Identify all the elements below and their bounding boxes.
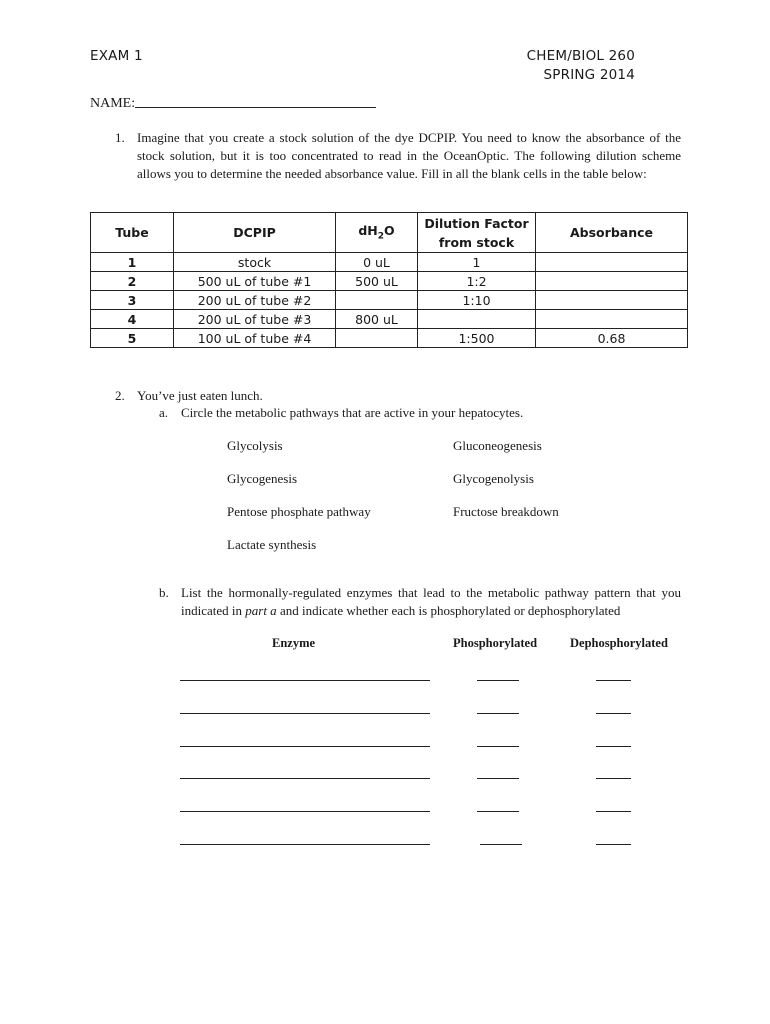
header-dilution-line1: Dilution Factor [424,215,529,231]
cell-dcpip: 100 uL of tube #4 [174,329,336,348]
q2-number: 2. [115,388,125,403]
table-row [91,253,688,272]
enzyme-answer-line[interactable] [180,811,430,812]
header-water-main: dH [358,223,378,239]
cell-tube: 4 [91,310,174,329]
dephos-answer-line[interactable] [596,680,631,681]
dilution-table [90,212,688,348]
cell-dilution[interactable]: 1:500 [418,329,536,348]
phos-answer-line[interactable] [477,680,519,681]
cell-absorbance[interactable]: 0.68 [536,329,688,348]
cell-water[interactable] [336,329,418,348]
q2a-text: Circle the metabolic pathways that are active in your hepatocytes. [181,405,524,420]
phos-answer-line[interactable] [477,713,519,714]
enzyme-header: Enzyme [272,636,316,650]
enzyme-answer-line[interactable] [180,746,430,747]
pathway-fructose-breakdown[interactable]: Fructose breakdown [453,504,559,519]
enzyme-answer-line[interactable] [180,713,430,714]
dephos-answer-line[interactable] [596,778,631,779]
cell-absorbance[interactable] [536,291,688,310]
cell-dcpip: 500 uL of tube #1 [174,272,336,291]
q2b-text [181,584,681,620]
dephos-answer-line[interactable] [596,713,631,714]
pathway-glycogenolysis[interactable]: Glycogenolysis [453,471,534,486]
enzyme-answer-line[interactable] [180,844,430,845]
dephos-answer-line[interactable] [596,746,631,747]
header-dilution [418,213,536,253]
dephos-answer-line[interactable] [596,844,631,845]
phos-answer-line[interactable] [480,844,522,845]
q1-number: 1. [115,130,125,145]
course-label: CHEM/BIOL 260 [526,48,635,64]
table-row [91,329,688,348]
q2a-label: a. [159,405,169,420]
pathway-lactate-synthesis[interactable]: Lactate synthesis [227,537,317,552]
pathway-glycogenesis[interactable]: Glycogenesis [227,471,298,486]
pathway-pentose-phosphate[interactable]: Pentose phosphate pathway [227,504,371,519]
q2b-label: b. [159,585,169,600]
enzyme-answer-line[interactable] [180,778,430,779]
cell-absorbance[interactable] [536,272,688,291]
phos-answer-line[interactable] [477,778,519,779]
cell-dcpip: 200 uL of tube #2 [174,291,336,310]
table-header-row [91,213,688,253]
name-field[interactable] [135,107,376,108]
header-absorbance: Absorbance [536,213,688,253]
dephosphorylated-header: Dephosphorylated [570,636,668,650]
cell-water[interactable]: 500 uL [336,272,418,291]
cell-absorbance[interactable] [536,310,688,329]
header-water [336,213,418,253]
q2b-text-part2: and indicate whether each is phosphorylated or dephosphorylated [279,603,621,618]
header-water-end: O [384,223,395,239]
cell-dcpip: stock [174,253,336,272]
cell-dcpip: 200 uL of tube #3 [174,310,336,329]
exam-label: EXAM 1 [90,48,143,64]
table-row [91,291,688,310]
cell-water[interactable]: 0 uL [336,253,418,272]
q2-text: You’ve just eaten lunch. [137,388,263,403]
table-row [91,310,688,329]
cell-tube: 1 [91,253,174,272]
q2b-text-part1: List the hormonally-regulated enzymes that lead to the metabolic pathway pattern that you indicated in [181,585,681,618]
cell-dilution[interactable]: 1:2 [418,272,536,291]
q1-text: Imagine that you create a stock solution of the dye DCPIP. You need to know the absorbance of the stock solution, but it is too concentrated to read in the OceanOptic. The following dilution scheme allows you to determine the needed absorbance value. Fill in all the blank cells in the table below: [137,130,681,181]
cell-dilution[interactable] [418,310,536,329]
enzyme-answer-line[interactable] [180,680,430,681]
table-row [91,272,688,291]
cell-absorbance[interactable] [536,253,688,272]
pathway-gluconeogenesis[interactable]: Gluconeogenesis [453,438,542,453]
phos-answer-line[interactable] [477,811,519,812]
cell-tube: 5 [91,329,174,348]
cell-dilution[interactable]: 1 [418,253,536,272]
header-water-sub: 2 [377,231,385,242]
name-label: NAME: [90,96,136,111]
term-label: SPRING 2014 [543,67,635,83]
header-tube: Tube [91,213,174,253]
cell-water[interactable]: 800 uL [336,310,418,329]
cell-dilution[interactable]: 1:10 [418,291,536,310]
header-dcpip: DCPIP [174,213,336,253]
phos-answer-line[interactable] [477,746,519,747]
cell-tube: 3 [91,291,174,310]
dephos-answer-line[interactable] [596,811,631,812]
phosphorylated-header: Phosphorylated [453,636,538,650]
pathway-glycolysis[interactable]: Glycolysis [227,438,283,453]
cell-tube: 2 [91,272,174,291]
header-dilution-line2: from stock [438,234,515,250]
q2b-text-italic: part a [245,603,277,618]
cell-water[interactable] [336,291,418,310]
